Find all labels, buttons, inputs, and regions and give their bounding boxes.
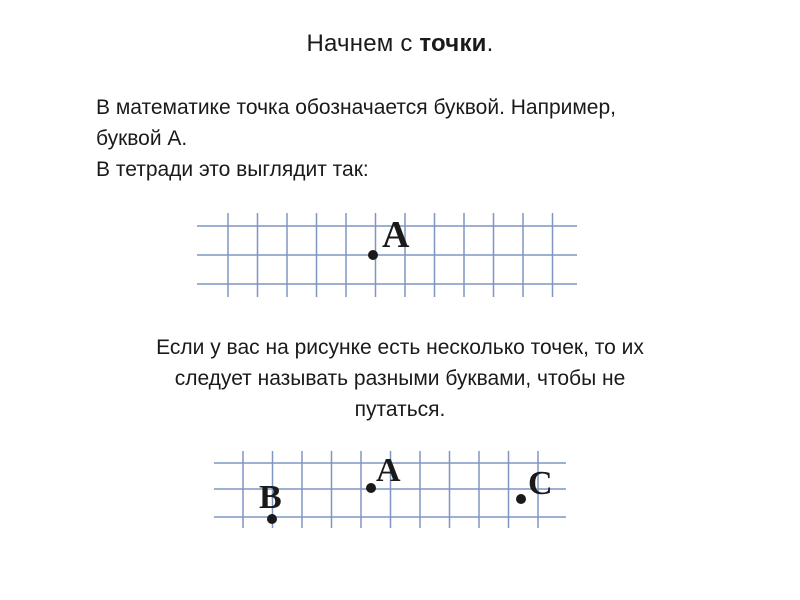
point-label-a1: A [382,214,410,256]
naming-line-1: Если у вас на рисунке есть несколько точек, то их [156,336,644,359]
figure2-point-a [366,452,401,493]
point-dot-a1 [368,250,378,260]
point-dot-a2 [366,483,376,493]
figure1-point-a [368,214,410,260]
point-dot-c [516,494,526,504]
title-prefix: Начнем с [306,30,420,57]
point-label-c: C [528,465,553,502]
intro-line-2: буквой А. [96,127,188,150]
point-label-a2: A [376,452,401,489]
naming-line-3: путаться. [354,398,446,421]
title-emphasis: точки [419,30,487,57]
point-label-b: B [259,479,282,516]
title-suffix: . [486,30,494,57]
naming-line-2: следует называть разными буквами, чтобы не [174,367,626,390]
intro-line-3: В тетради это выглядит так: [96,158,369,181]
figure2-point-c [516,465,553,504]
intro-line-1: В математике точка обозначается буквой. Например, [96,96,616,119]
